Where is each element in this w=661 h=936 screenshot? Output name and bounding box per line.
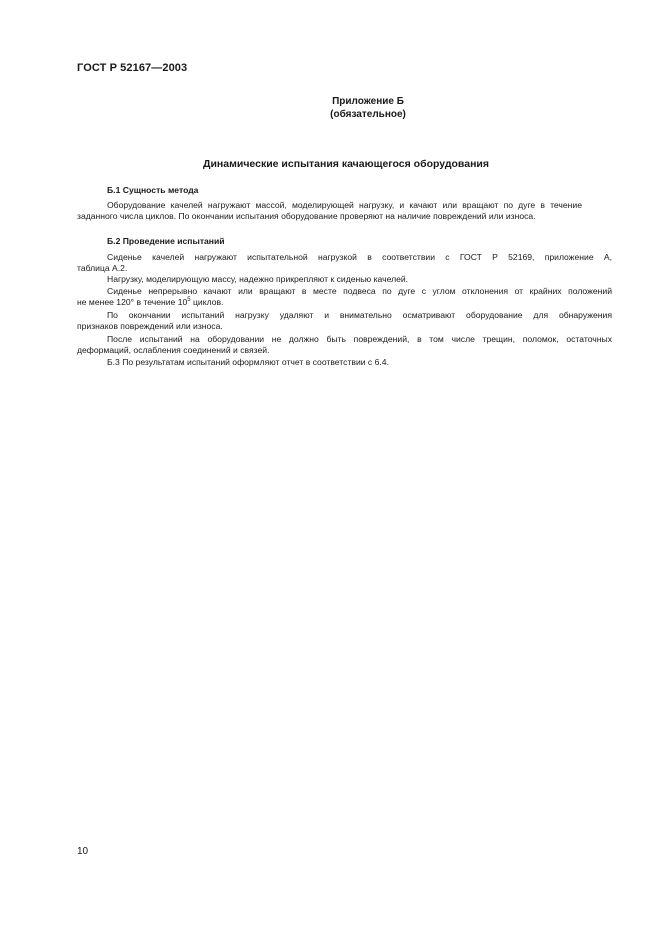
paragraph-line: деформаций, ослабления соединений и связей. [77,345,270,355]
paragraph-line [77,297,223,308]
paragraph-line: таблица А.2. [77,263,128,273]
appendix-label: Приложение Б [332,96,404,107]
paragraph-line: Нагрузку, моделирующую массу, надежно прикрепляют к сиденью качелей. [107,274,409,284]
paragraph-line: заданного числа циклов. По окончании испытания оборудование проверяют на наличие повреждений или износа. [77,211,536,221]
page-number: 10 [77,846,89,857]
paragraph-line: По окончании испытаний нагрузку удаляют и внимательно осматривают оборудование для обнаружения [107,310,612,320]
superscript-exponent: 5 [187,297,191,303]
subsection-heading-b2: Б.2 Проведение испытаний [107,236,225,246]
paragraph-line: Оборудование качелей нагружают массой, моделирующей нагрузку, и качают или вращают по дуге в течение [107,200,582,210]
paragraph-line: После испытаний на оборудовании не должно быть повреждений, в том числе трещин, поломок, остаточных [107,334,612,344]
text-fragment: циклов. [190,297,224,307]
appendix-status: (обязательное) [330,109,406,120]
standard-number-header: ГОСТ Р 52167—2003 [77,62,188,74]
paragraph-b3: Б.3 По результатам испытаний оформляют отчет в соответствии с 6.4. [107,357,389,367]
section-title: Динамические испытания качающегося оборудования [202,158,490,170]
paragraph-line: Сиденье непрерывно качают или вращают в месте подвеса по дуге с углом отклонения от крайних положений [107,286,612,296]
paragraph-line: признаков повреждений или износа. [77,321,223,331]
paragraph-line: Сиденье качелей нагружают испытательной нагрузкой в соответствии с ГОСТ Р 52169, приложение А, [107,252,612,262]
subsection-heading-b1: Б.1 Сущность метода [107,185,199,195]
text-fragment: не менее 120° в течение 10 [77,297,188,307]
